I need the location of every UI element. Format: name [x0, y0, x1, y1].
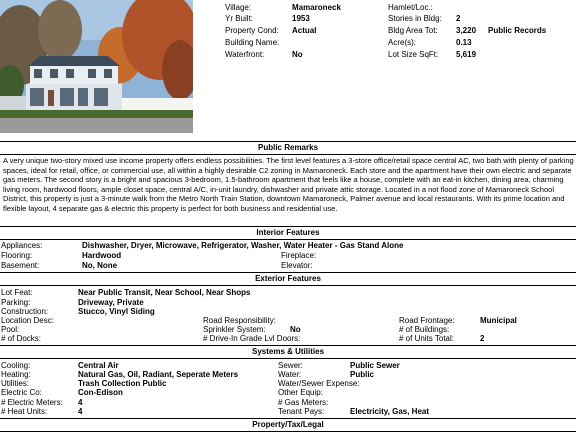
lot-feat-label: Lot Feat:: [1, 288, 33, 297]
road-frontage-value: Municipal: [480, 316, 517, 325]
gas-meters-label: # Gas Meters:: [278, 398, 329, 407]
lot-size-label: Lot Size SqFt:: [388, 50, 439, 59]
electric-meters-value: 4: [78, 398, 83, 407]
waterfront-value: No: [292, 50, 303, 59]
village-label: Village:: [225, 3, 252, 12]
elevator-label: Elevator:: [281, 261, 313, 270]
construction-value: Stucco, Vinyl Siding: [78, 307, 155, 316]
water-label: Water:: [278, 370, 302, 379]
waterfront-label: Waterfront:: [225, 50, 265, 59]
building-name-label: Building Name:: [225, 38, 280, 47]
units-total-label: # of Units Total:: [399, 334, 454, 343]
heat-units-value: 4: [78, 407, 83, 416]
other-equip-label: Other Equip:: [278, 388, 323, 397]
electric-meters-label: # Electric Meters:: [1, 398, 63, 407]
utilities-value: Trash Collection Public: [78, 379, 167, 388]
cooling-value: Central Air: [78, 361, 119, 370]
lot-size-value: 5,619: [456, 50, 477, 59]
heating-label: Heating:: [1, 370, 31, 379]
electric-co-value: Con-Edison: [78, 388, 123, 397]
public-remarks-heading: Public Remarks: [0, 141, 576, 155]
construction-label: Construction:: [1, 307, 49, 316]
appliances-value: Dishwasher, Dryer, Microwave, Refrigerator, Washer, Water Heater - Gas Stand Alone: [82, 241, 404, 250]
stories-value: 2: [456, 14, 461, 23]
tenant-pays-value: Electricity, Gas, Heat: [350, 407, 429, 416]
property-cond-value: Actual: [292, 26, 317, 35]
cooling-label: Cooling:: [1, 361, 31, 370]
exterior-features-heading: Exterior Features: [0, 272, 576, 286]
docks-label: # of Docks:: [1, 334, 42, 343]
tenant-pays-label: Tenant Pays:: [278, 407, 325, 416]
water-value: Public: [350, 370, 375, 379]
systems-utilities-heading: Systems & Utilities: [0, 345, 576, 359]
yr-built-value: 1953: [292, 14, 310, 23]
flooring-label: Flooring:: [1, 251, 33, 260]
sewer-value: Public Sewer: [350, 361, 400, 370]
property-cond-label: Property Cond:: [225, 26, 279, 35]
property-tax-legal-heading: Property/Tax/Legal: [0, 418, 576, 432]
public-remarks-text: A very unique two-story mixed use income property offers endless possibilities. The first level features a 3-store office/retail space central AC, two bath with plenty of parking spaces, ideal for retail, office, or commercial use, all within a highly desirable C2 zoning in Mamaroneck. Each store and the apartment have their own electric and separate gas meters. The second story is a bright and spacious 3-bedroom, 1.5-bathroom apartment that feels like a house, complete with an eat-in kitchen, dining area, charming living room, hardwood floors, ample closet space, central A/C, in-unit laundry, dishwasher and private attic storage. Located in a not flood zone of Mamaroneck School District, this property is just a 3-minute walk from the Metro North Train Station, downtown Mamaroneck, Palmer avenue and local restaurants. With its prime location and flexible layout, 4 separate gas & electric this property is perfect for both business and residential use.: [3, 156, 574, 213]
yr-built-label: Yr Built:: [225, 14, 254, 23]
location-desc-label: Location Desc:: [1, 316, 54, 325]
utilities-label: Utilities:: [1, 379, 30, 388]
interior-features-heading: Interior Features: [0, 226, 576, 240]
property-photo: [0, 0, 193, 133]
units-total-value: 2: [480, 334, 485, 343]
lot-feat-value: Near Public Transit, Near School, Near Shops: [78, 288, 251, 297]
pool-label: Pool:: [1, 325, 20, 334]
sprinkler-label: Sprinkler System:: [203, 325, 266, 334]
sewer-label: Sewer:: [278, 361, 303, 370]
bldg-area-value: 3,220: [456, 26, 477, 35]
heat-units-label: # Heat Units:: [1, 407, 48, 416]
acres-label: Acre(s):: [388, 38, 416, 47]
basement-value: No, None: [82, 261, 118, 270]
road-frontage-label: Road Frontage:: [399, 316, 455, 325]
fireplace-label: Fireplace:: [281, 251, 317, 260]
heating-value: Natural Gas, Oil, Radiant, Seperate Meters: [78, 370, 239, 379]
parking-value: Driveway, Private: [78, 298, 144, 307]
road-responsibility-label: Road Responsibility:: [203, 316, 276, 325]
parking-label: Parking:: [1, 298, 31, 307]
hamlet-label: Hamlet/Loc.:: [388, 3, 433, 12]
bldg-area-label: Bldg Area Tot:: [388, 26, 438, 35]
acres-value: 0.13: [456, 38, 472, 47]
flooring-value: Hardwood: [82, 251, 122, 260]
basement-label: Basement:: [1, 261, 40, 270]
sprinkler-value: No: [290, 325, 301, 334]
buildings-count-label: # of Buildings:: [399, 325, 450, 334]
drive-in-doors-label: # Drive-In Grade Lvl Doors:: [203, 334, 301, 343]
bldg-area-source: Public Records: [488, 26, 547, 35]
water-sewer-expense-label: Water/Sewer Expense:: [278, 379, 360, 388]
stories-label: Stories in Bldg:: [388, 14, 442, 23]
electric-co-label: Electric Co:: [1, 388, 42, 397]
village-value: Mamaroneck: [292, 3, 341, 12]
appliances-label: Appliances:: [1, 241, 43, 250]
